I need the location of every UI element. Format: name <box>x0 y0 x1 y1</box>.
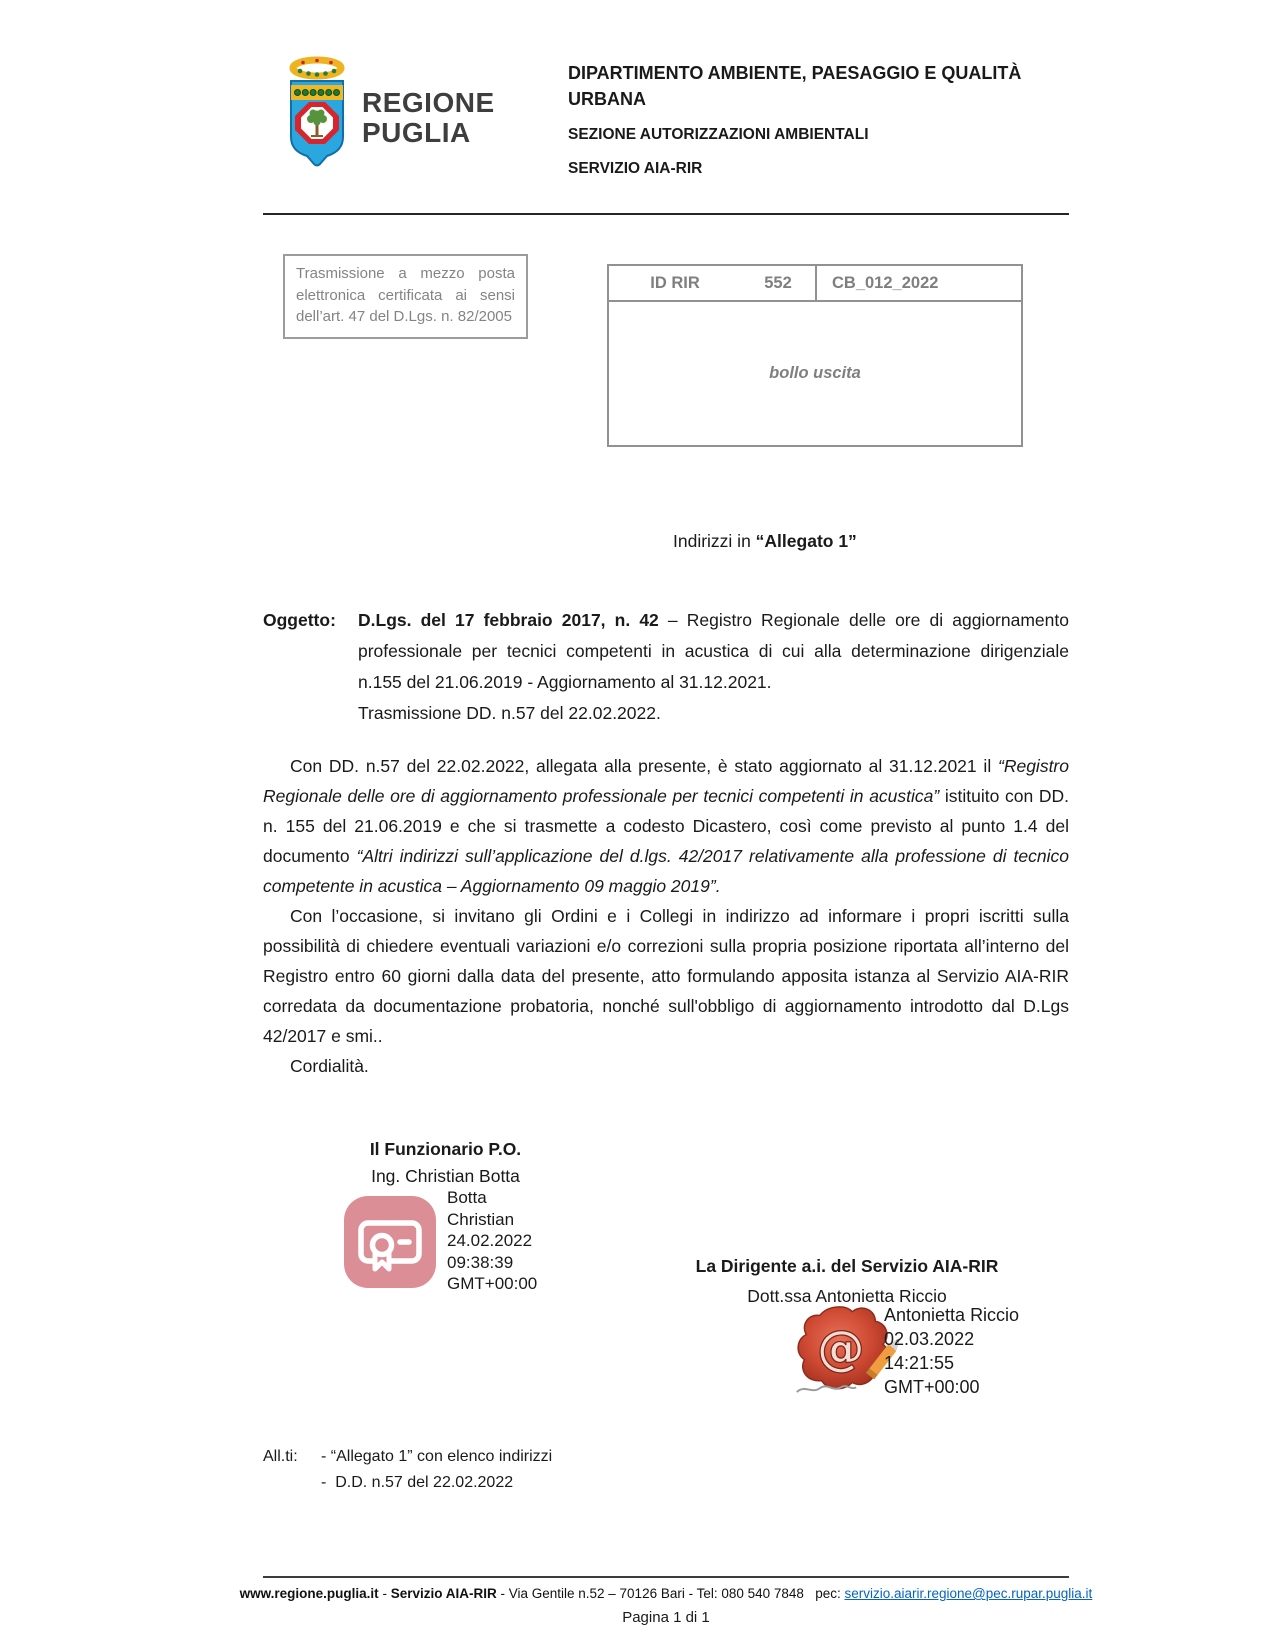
signature-left-block <box>318 1136 573 1190</box>
signature-right-stamp-text <box>884 1303 1019 1399</box>
footer-contact-line <box>203 1586 1129 1601</box>
protocol-id-label: ID RIR <box>650 273 700 292</box>
digital-certificate-stamp-icon <box>344 1196 436 1293</box>
protocol-table <box>607 264 1023 447</box>
footer-divider <box>263 1576 1069 1578</box>
subject-bold-part: D.Lgs. del 17 febbraio 2017, n. 42 <box>358 610 659 630</box>
section-title: SEZIONE AUTORIZZAZIONI AMBIENTALI <box>568 126 869 143</box>
attachments-label: All.ti: <box>263 1448 298 1465</box>
subject-rest: – Registro Regionale delle ore di aggiornamento professionale per tecnici competenti in acustica di cui alla determinazione dirigenziale n.155 del 21.06.2019 - Aggiornamento al 31.12.2021. <box>358 610 1069 692</box>
stamp-line: Antonietta Riccio <box>884 1305 1020 1325</box>
attachments-list <box>321 1444 552 1496</box>
org-name <box>362 88 495 148</box>
body-paragraph-2: Con l’occasione, si invitano gli Ordini e i Collegi in indirizzo ad informare i propri iscritti sulla possibilità di chiedere eventuali variazioni e/o correzioni sulla propria posizione riportata all’interno del Registro entro 60 giorni dalla data del presente, atto formulando apposita istanza al Servizio AIA-RIR corredata da documentazione probatoria, nonché sull'obbligo di aggiornamento introdotto dal D.Lgs 42/2017 e smi.. <box>263 906 1069 1046</box>
stamp-line: 02.03.2022 <box>884 1329 975 1349</box>
regione-puglia-logo-icon <box>283 54 351 173</box>
signature-right-name: Dott.ssa Antonietta Riccio <box>747 1286 947 1306</box>
org-name-line1: REGIONE <box>362 87 495 118</box>
body-paragraph-1 <box>263 751 1069 901</box>
stamp-line: Christian <box>447 1209 515 1229</box>
subject-text <box>358 605 1069 729</box>
subject-paragraph <box>358 605 1069 698</box>
subject-label: Oggetto: <box>263 610 336 630</box>
signature-left-stamp-text <box>447 1187 537 1295</box>
attachment-item: - “Allegato 1” con elenco indirizzi <box>321 1448 553 1465</box>
transmission-note-box: Trasmissione a mezzo posta elettronica certificata ai sensi dell’art. 47 del D.Lgs. n. 82/2005 <box>283 254 528 339</box>
footer-website: www.regione.puglia.it <box>239 1586 379 1601</box>
p1-seg3: istituito con DD. n. 155 del 21.06.2019 e che si trasmette a codesto Dicastero, così come previsto al punto 1.4 del documento <box>263 786 1069 866</box>
stamp-line: 14:21:55 <box>884 1353 955 1373</box>
footer-separator: - <box>378 1586 391 1601</box>
department-title: DIPARTIMENTO AMBIENTE, PAESAGGIO E QUALITÀ URBANA <box>568 63 1022 109</box>
signature-left-name: Ing. Christian Botta <box>371 1166 520 1186</box>
subject-block <box>263 605 1069 729</box>
recipients-line <box>673 531 857 552</box>
attachments-block <box>263 1444 552 1496</box>
footer-service: Servizio AIA-RIR <box>390 1586 497 1601</box>
org-name-line2: PUGLIA <box>362 117 471 148</box>
stamp-line: GMT+00:00 <box>447 1274 538 1293</box>
outgoing-stamp-placeholder: bollo uscita <box>769 364 861 382</box>
subject-line2: Trasmissione DD. n.57 del 22.02.2022. <box>358 703 661 723</box>
p1-quote2: “Altri indirizzi sull’applicazione del d.lgs. 42/2017 relativamente alla professione di tecnico competente in acustica – Aggiornamento 09 maggio 2019”. <box>263 846 1069 896</box>
protocol-table-header <box>609 266 1021 302</box>
header-divider <box>263 213 1069 215</box>
signature-left-role: Il Funzionario P.O. <box>369 1139 522 1159</box>
pec-email-link[interactable]: servizio.aiarir.regione@pec.rupar.puglia.it <box>844 1586 1093 1601</box>
stamp-line: GMT+00:00 <box>884 1377 980 1397</box>
svg-text:@: @ <box>816 1321 865 1377</box>
recipients-attachment-ref: “Allegato 1” <box>755 531 857 551</box>
recipients-prefix: Indirizzi in <box>673 531 756 551</box>
attachment-item: - D.D. n.57 del 22.02.2022 <box>321 1474 514 1491</box>
footer-address: - Via Gentile n.52 – 70126 Bari - Tel: 080 540 7848 pec: <box>496 1586 845 1601</box>
service-title: SERVIZIO AIA-RIR <box>568 160 703 177</box>
protocol-code: CB_012_2022 <box>815 266 1021 300</box>
stamp-line: 09:38:39 <box>447 1252 514 1272</box>
protocol-id-value: 552 <box>764 273 792 292</box>
p1-seg1: Con DD. n.57 del 22.02.2022, allegata alla presente, è stato aggiornato al 31.12.2021 il <box>290 756 998 776</box>
p1-quote1: “Registro Regionale delle ore di aggiornamento professionale per tecnici competenti in acustica” <box>263 756 1069 806</box>
body-closing: Cordialità. <box>290 1056 369 1076</box>
stamp-line: 24.02.2022 <box>447 1231 533 1250</box>
stamp-line: Botta <box>447 1188 487 1207</box>
page-number: Pagina 1 di 1 <box>622 1609 710 1626</box>
header-department-block <box>568 60 1056 178</box>
signature-right-role: La Dirigente a.i. del Servizio AIA-RIR <box>695 1256 999 1276</box>
letter-body <box>263 751 1069 1081</box>
